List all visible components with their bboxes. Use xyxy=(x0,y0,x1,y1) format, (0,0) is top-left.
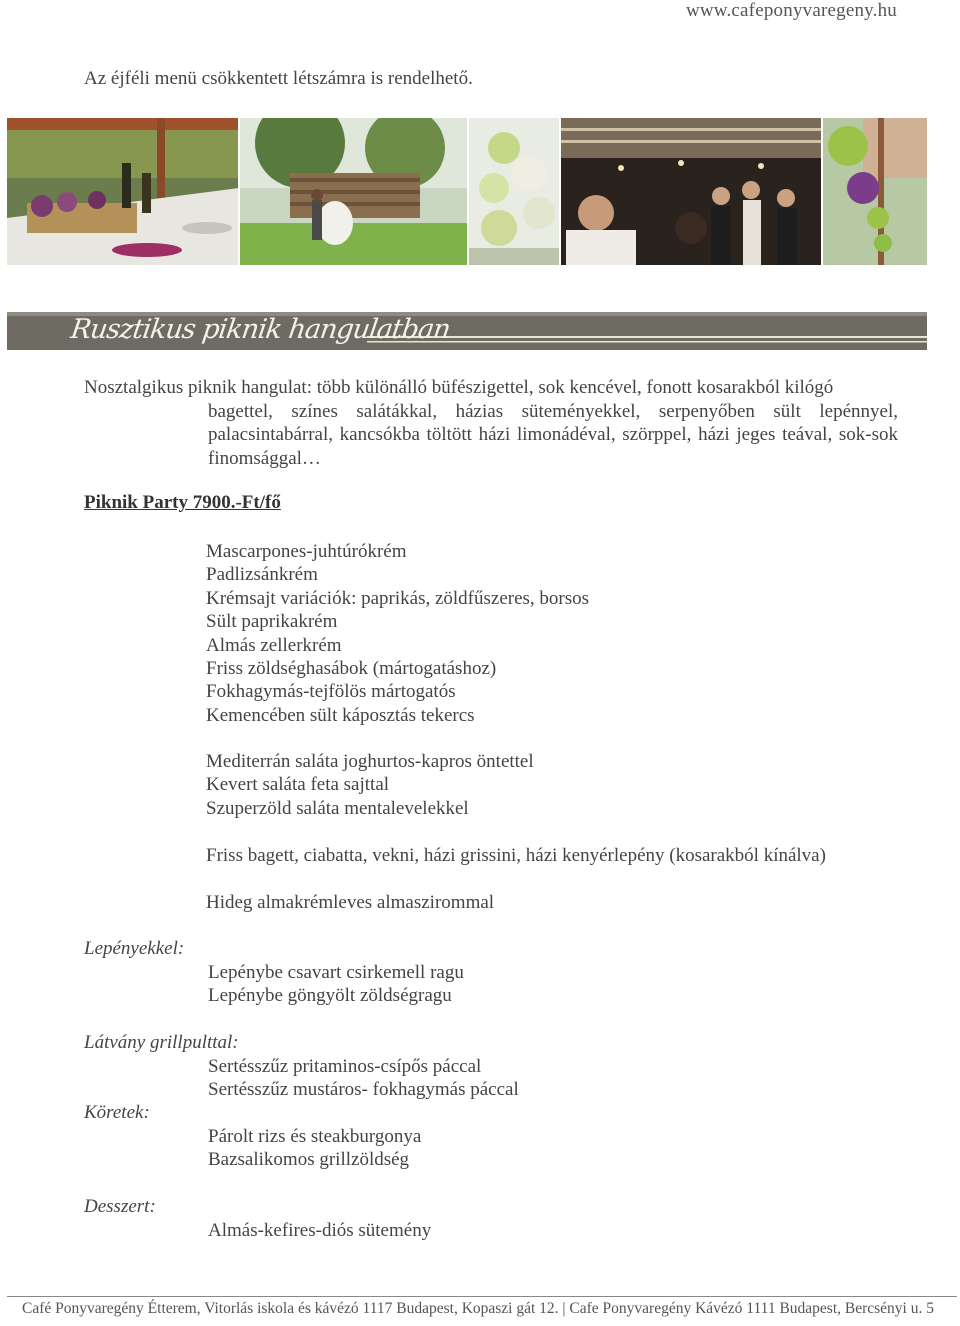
menu-title: Piknik Party 7900.-Ft/fő xyxy=(84,492,281,513)
list-item: Bazsalikomos grillzöldség xyxy=(208,1149,410,1171)
list-item: Szuperzöld saláta mentalevelekkel xyxy=(206,797,469,819)
table-setting-photo xyxy=(7,118,238,265)
banner-title: Rusztikus piknik hangulatban xyxy=(68,314,452,345)
dessert-label: Desszert: xyxy=(84,1196,156,1217)
list-item: Hideg almakrémleves almaszirommal xyxy=(206,892,495,913)
list-item: Mediterrán saláta joghurtos-kapros öntettel xyxy=(206,751,534,772)
site-url[interactable]: www.cafeponyvaregeny.hu xyxy=(685,0,897,21)
list-item: Almás zellerkrém xyxy=(206,634,342,656)
list-item: Friss bagett, ciabatta, vekni, házi grissini, házi kenyérlepény (kosarakból kínálva) xyxy=(206,845,826,866)
list-item: Párolt rizs és steakburgonya xyxy=(208,1126,422,1147)
list-item: Padlizsánkrém xyxy=(206,564,318,586)
bread-item xyxy=(206,844,826,867)
list-item: Sült paprikakrém xyxy=(206,611,338,633)
description xyxy=(84,376,898,470)
description-first-line: Nosztalgikus piknik hangulat: több különálló büfészigettel, sok kencével, fonott kosarakból kilógó xyxy=(84,377,834,398)
intro-text: Az éjféli menü csökkentett létszámra is rendelhető. xyxy=(84,68,473,89)
list-item: Kevert saláta feta sajttal xyxy=(206,774,390,796)
footer-address: Café Ponyvaregény Étterem, Vitorlás iskola és kávézó 1117 Budapest, Kopaszi gát 12. | Cafe Ponyvaregény Kávézó 1111 Budapest, Bercsényi u. 5 xyxy=(22,1300,934,1317)
salads-list xyxy=(206,750,534,820)
soup-item xyxy=(206,891,494,914)
footer-divider xyxy=(7,1296,957,1297)
lepeny-list xyxy=(208,961,464,1008)
list-item: Sertésszűz pritaminos-csípős páccal xyxy=(208,1056,482,1077)
party-crowd-photo xyxy=(561,118,822,265)
list-item: Friss zöldséghasábok (mártogatáshoz) xyxy=(206,658,497,680)
list-item: Lepénybe göngyölt zöldségragu xyxy=(208,985,452,1007)
decoration-photo xyxy=(823,118,927,265)
section-banner xyxy=(7,312,927,350)
list-item: Lepénybe csavart csirkemell ragu xyxy=(208,962,464,983)
list-item: Fokhagymás-tejfölös mártogatós xyxy=(206,681,456,703)
list-item: Almás-kefires-diós sütemény xyxy=(208,1220,432,1241)
lepeny-label: Lepényekkel: xyxy=(84,938,185,959)
koretek-label: Köretek: xyxy=(84,1102,150,1123)
list-item: Kemencében sült káposztás tekercs xyxy=(206,704,475,726)
flower-cake-photo xyxy=(469,118,559,265)
photo-strip xyxy=(7,118,927,265)
grill-label: Látvány grillpulttal: xyxy=(84,1032,239,1053)
grill-list xyxy=(208,1055,519,1102)
couple-photo xyxy=(240,118,467,265)
spreads-list xyxy=(206,540,589,727)
koretek-list xyxy=(208,1125,421,1172)
list-item: Sertésszűz mustáros- fokhagymás páccal xyxy=(208,1079,519,1101)
description-rest: bagettel, színes salátákkal, házias süteményekkel, serpenyőben sült lepénnyel, palacsintabárral, kancsókba töltött házi limonádéval, szörppel, házi jeges teával, sok-sok finomsággal… xyxy=(208,400,898,469)
dessert-list xyxy=(208,1219,431,1242)
list-item: Mascarpones-juhtúrókrém xyxy=(206,541,407,562)
list-item: Krémsajt variációk: paprikás, zöldfűszeres, borsos xyxy=(206,587,590,609)
